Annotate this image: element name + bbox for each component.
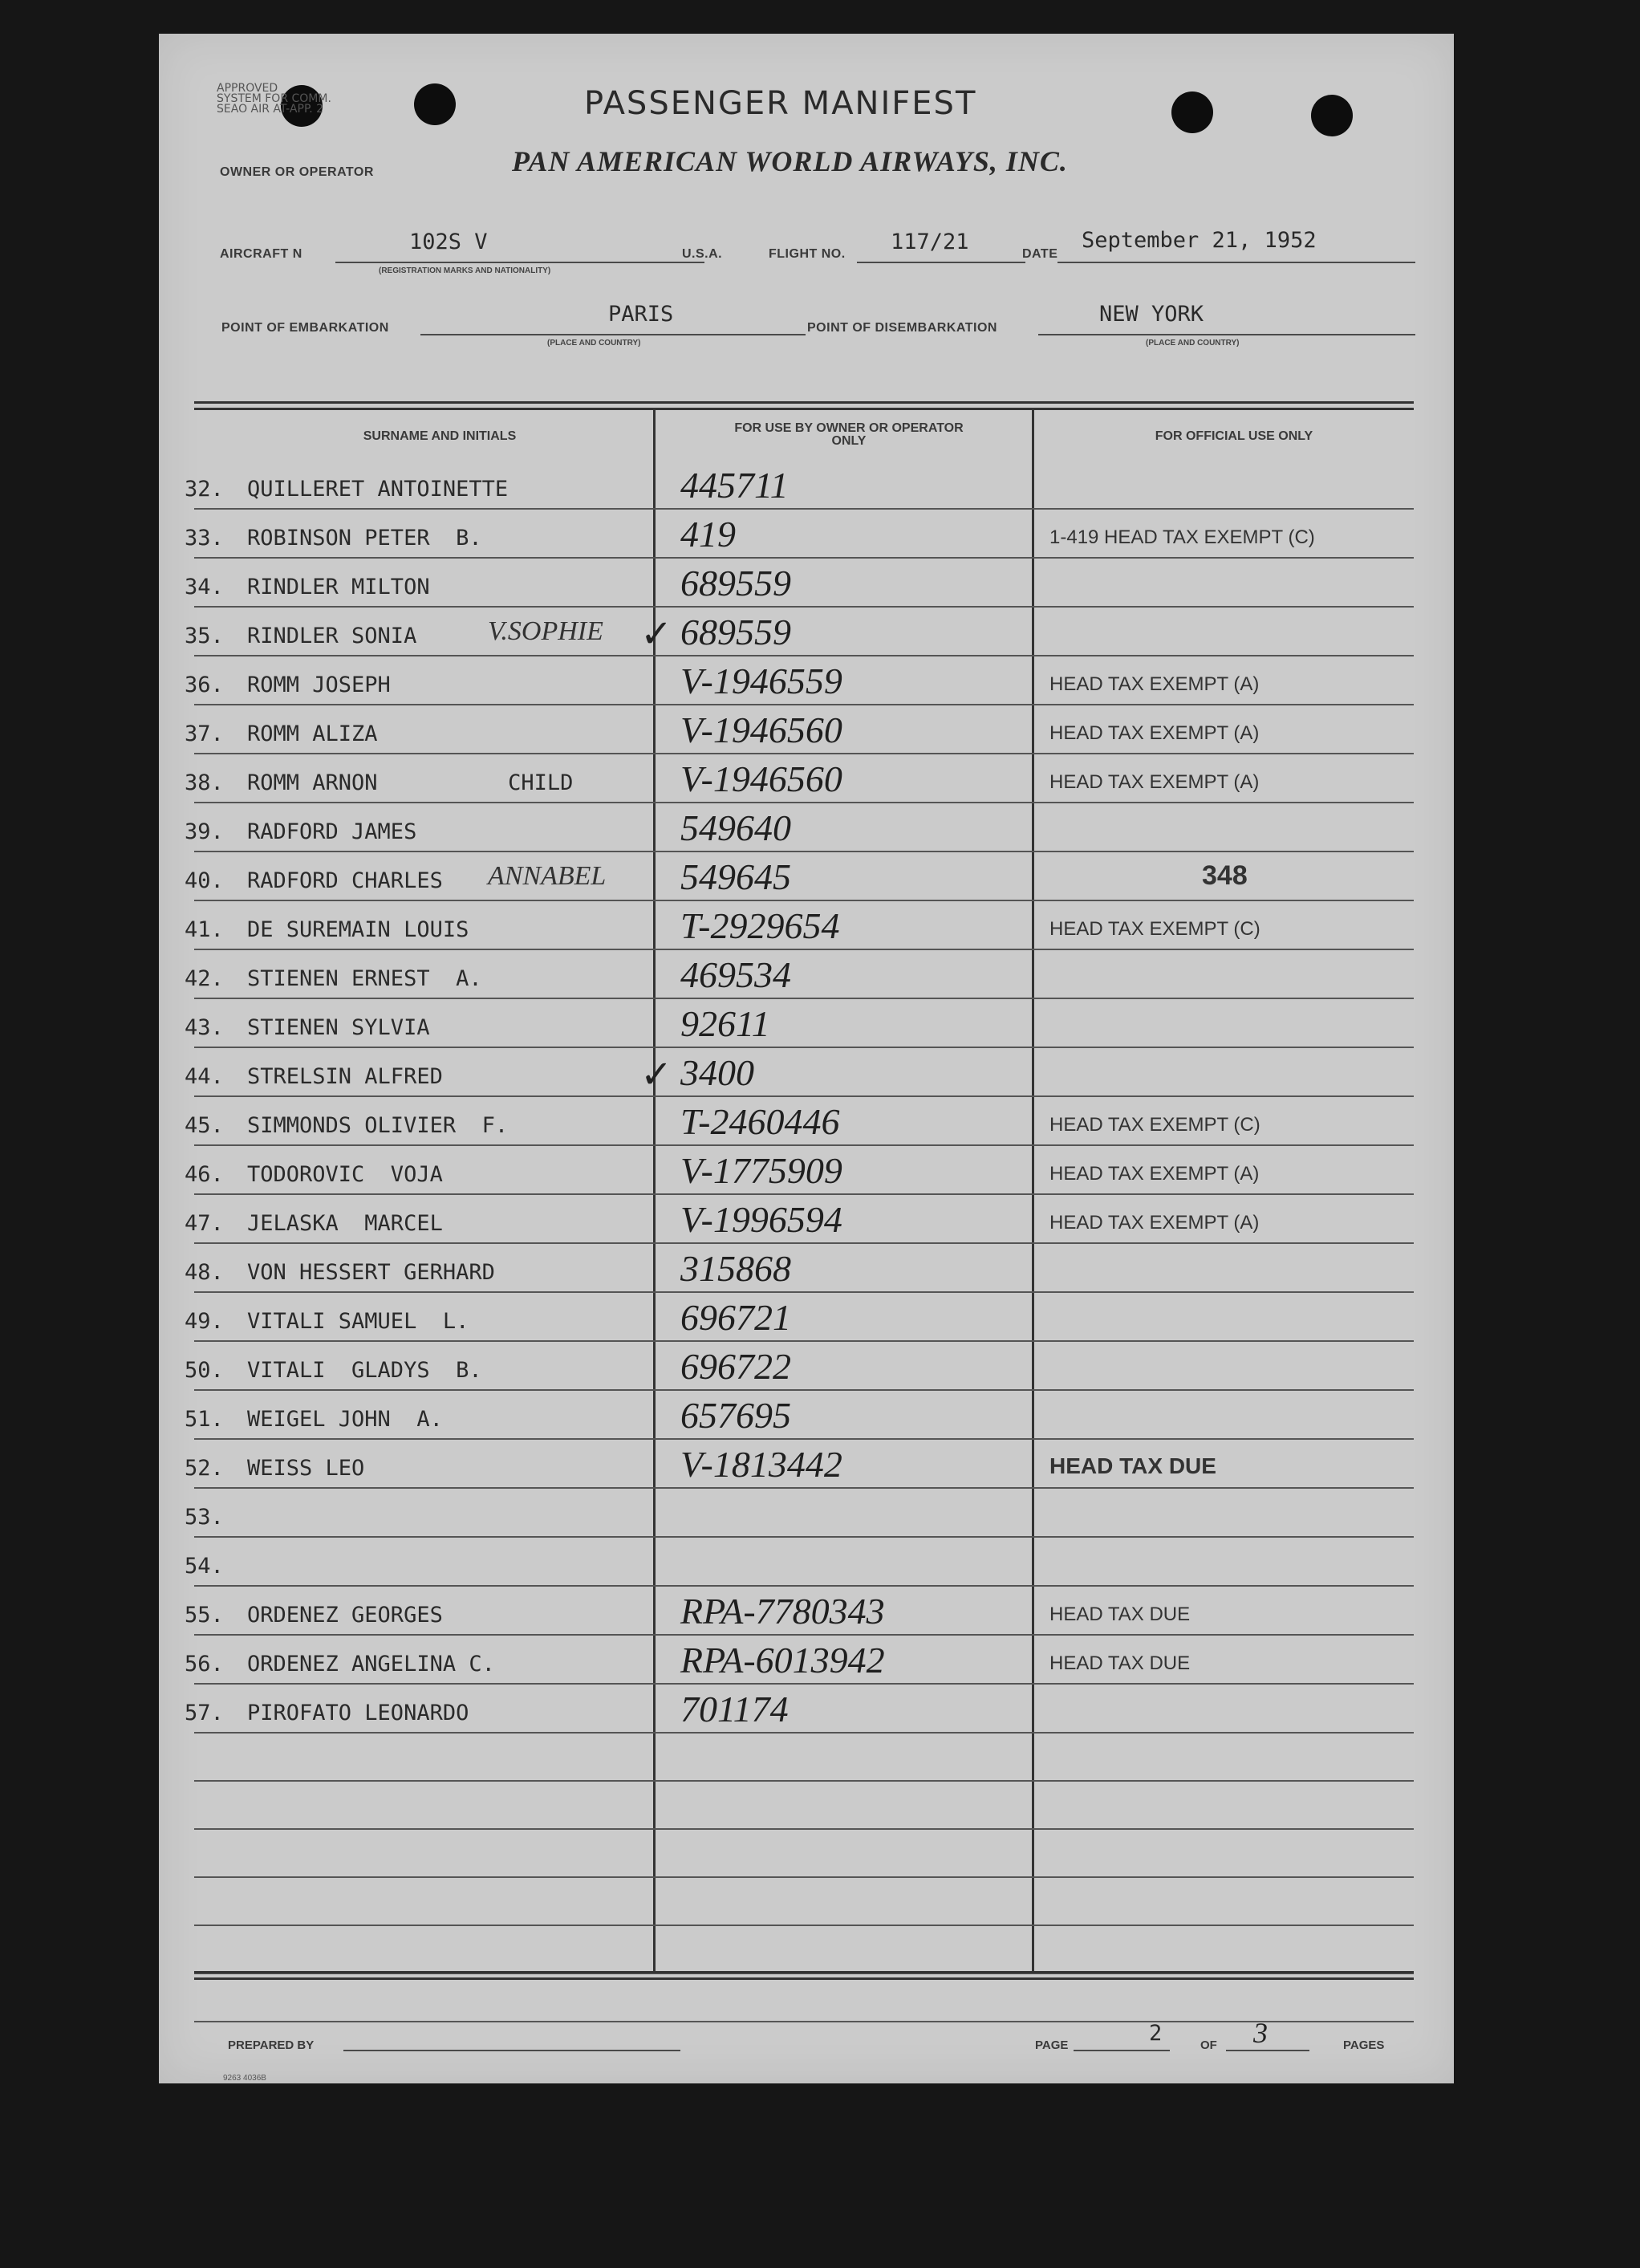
date-label: DATE [1022, 247, 1058, 261]
ticket-number: 445711 [680, 465, 789, 506]
flight-value: 117/21 [891, 230, 969, 254]
row-number: 44. [185, 1064, 224, 1089]
official-note: HEAD TAX DUE [1049, 1603, 1191, 1625]
row-number: 48. [185, 1260, 224, 1285]
manifest-page [159, 34, 1454, 2083]
usa-label: U.S.A. [682, 247, 723, 261]
embark-sublabel: (PLACE AND COUNTRY) [547, 339, 641, 348]
manifest-row [159, 1636, 1454, 1685]
manifest-row [159, 1097, 1454, 1146]
ticket-number: V-1946560 [680, 709, 842, 750]
ticket-number: 689559 [680, 563, 791, 604]
manifest-row [159, 559, 1454, 608]
check-mark-icon: ✓ [640, 1054, 673, 1096]
manifest-row [159, 803, 1454, 852]
row-number: 49. [185, 1309, 224, 1334]
passenger-name: ORDENEZ ANGELINA C. [247, 1652, 495, 1677]
manifest-row [159, 1195, 1454, 1244]
operator-name: PAN AMERICAN WORLD AIRWAYS, INC. [512, 145, 1068, 177]
row-number: 38. [185, 770, 224, 795]
ticket-number: V-1775909 [680, 1150, 842, 1191]
ticket-number: 696722 [680, 1346, 791, 1387]
manifest-row [159, 754, 1454, 803]
row-number: 54. [185, 1554, 224, 1579]
row-number: 36. [185, 673, 224, 697]
rule [194, 1971, 1414, 1973]
official-note: 1-419 HEAD TAX EXEMPT (C) [1049, 526, 1315, 548]
passenger-name: RADFORD CHARLES [247, 868, 443, 893]
punch-hole [1171, 91, 1213, 133]
row-rule [194, 1732, 1414, 1734]
disembark-value: NEW YORK [1099, 302, 1204, 327]
col-surname-heading: SURNAME AND INITIALS [363, 429, 517, 443]
row-number: 42. [185, 966, 224, 991]
ticket-number: 419 [680, 514, 736, 555]
official-note: HEAD TAX EXEMPT (C) [1049, 918, 1260, 940]
row-number: 57. [185, 1701, 224, 1725]
passenger-name: WEIGEL JOHN A. [247, 1407, 443, 1432]
manifest-row [159, 852, 1454, 901]
ticket-number: 549640 [680, 807, 791, 848]
row-number: 34. [185, 575, 224, 600]
page-label: PAGE [1035, 2038, 1069, 2052]
ticket-number: 549645 [680, 856, 791, 897]
aircraft-sublabel: (REGISTRATION MARKS AND NATIONALITY) [379, 266, 551, 275]
manifest-row [159, 1538, 1454, 1587]
rule [194, 1977, 1414, 1980]
ticket-number: V-1946560 [680, 758, 842, 799]
passenger-name: QUILLERET ANTOINETTE [247, 477, 509, 502]
page-value: 2 [1149, 2021, 1163, 2046]
passenger-name: JELASKA MARCEL [247, 1211, 443, 1236]
row-number: 50. [185, 1358, 224, 1383]
col-owner-heading: FOR USE BY OWNER OR OPERATOR ONLY [734, 421, 964, 448]
manifest-row [159, 705, 1454, 754]
embark-label: POINT OF EMBARKATION [221, 321, 389, 335]
manifest-row [159, 1440, 1454, 1489]
passenger-name: TODOROVIC VOJA [247, 1162, 443, 1187]
prepared-by-label: PREPARED BY [228, 2038, 315, 2052]
passenger-name: ROMM ARNON CHILD [247, 770, 574, 795]
approval-stamp [217, 83, 331, 115]
manifest-row [159, 950, 1454, 999]
row-number: 52. [185, 1456, 224, 1481]
aircraft-label: AIRCRAFT N [220, 247, 302, 261]
blank-row-rule [194, 2021, 1414, 2022]
official-note: HEAD TAX EXEMPT (A) [1049, 771, 1260, 793]
ticket-number: RPA-7780343 [680, 1591, 885, 1632]
rule [194, 408, 1414, 410]
ticket-number: V-1946559 [680, 660, 842, 701]
row-number: 45. [185, 1113, 224, 1138]
official-note: HEAD TAX DUE [1049, 1453, 1216, 1478]
row-number: 55. [185, 1603, 224, 1628]
ticket-number: 696721 [680, 1297, 791, 1338]
manifest-row [159, 1391, 1454, 1440]
embark-underline [420, 334, 806, 335]
of-label: OF [1200, 2038, 1217, 2052]
date-value: September 21, 1952 [1082, 228, 1317, 253]
ticket-number: V-1996594 [680, 1199, 842, 1240]
passenger-name: VON HESSERT GERHARD [247, 1260, 495, 1285]
page-title: PASSENGER MANIFEST [584, 85, 977, 122]
punch-hole [414, 83, 456, 125]
row-number: 56. [185, 1652, 224, 1677]
passenger-name: SIMMONDS OLIVIER F. [247, 1113, 509, 1138]
manifest-row [159, 1587, 1454, 1636]
passenger-name: PIROFATO LEONARDO [247, 1701, 469, 1725]
row-number: 53. [185, 1505, 224, 1530]
row-number: 39. [185, 819, 224, 844]
ticket-number: V-1813442 [680, 1444, 842, 1485]
ticket-number: 469534 [680, 954, 791, 995]
blank-row-rule [194, 1876, 1414, 1878]
official-note: HEAD TAX DUE [1049, 1652, 1191, 1674]
manifest-row [159, 510, 1454, 559]
embark-value: PARIS [608, 302, 674, 327]
aircraft-value: 102S V [409, 230, 488, 254]
manifest-row [159, 656, 1454, 705]
ticket-number: 315868 [680, 1248, 791, 1289]
handwritten-correction: V.SOPHIE [488, 616, 603, 646]
check-mark-icon: ✓ [640, 613, 673, 656]
passenger-name: STRELSIN ALFRED [247, 1064, 443, 1089]
punch-hole [1311, 95, 1353, 136]
page-underline [1074, 2050, 1170, 2051]
manifest-row [159, 1244, 1454, 1293]
manifest-row [159, 901, 1454, 950]
ticket-number: 657695 [680, 1395, 791, 1436]
prepared-underline [343, 2050, 680, 2051]
ticket-number: 3400 [680, 1052, 754, 1093]
disembark-underline [1038, 334, 1415, 335]
manifest-row [159, 608, 1454, 656]
passenger-name: RADFORD JAMES [247, 819, 417, 844]
passenger-name: RINDLER MILTON [247, 575, 430, 600]
row-number: 35. [185, 624, 224, 648]
passenger-name: ROMM JOSEPH [247, 673, 391, 697]
ticket-number: 701174 [680, 1689, 789, 1729]
date-underline [1057, 262, 1415, 263]
passenger-name: ROMM ALIZA [247, 721, 378, 746]
official-note: HEAD TAX EXEMPT (A) [1049, 673, 1260, 695]
approval-line: SEAO AIR AT-APP. 2 [217, 103, 324, 116]
official-note: HEAD TAX EXEMPT (C) [1049, 1114, 1260, 1136]
blank-row-rule [194, 1780, 1414, 1782]
flight-underline [857, 262, 1025, 263]
row-number: 40. [185, 868, 224, 893]
blank-row-rule [194, 1925, 1414, 1926]
passenger-name: ROBINSON PETER B. [247, 526, 482, 551]
passenger-name: DE SUREMAIN LOUIS [247, 917, 469, 942]
row-number: 33. [185, 526, 224, 551]
manifest-row [159, 999, 1454, 1048]
passenger-name: VITALI SAMUEL L. [247, 1309, 469, 1334]
official-note: HEAD TAX EXEMPT (A) [1049, 1212, 1260, 1234]
ticket-number: RPA-6013942 [680, 1640, 885, 1681]
passenger-name: VITALI GLADYS B. [247, 1358, 482, 1383]
official-note: HEAD TAX EXEMPT (A) [1049, 1163, 1260, 1185]
pages-underline [1226, 2050, 1309, 2051]
official-note: 348 [1202, 860, 1248, 891]
aircraft-underline [335, 262, 704, 263]
row-number: 43. [185, 1015, 224, 1040]
passenger-name: WEISS LEO [247, 1456, 365, 1481]
row-number: 41. [185, 917, 224, 942]
passenger-name: STIENEN SYLVIA [247, 1015, 430, 1040]
row-number: 46. [185, 1162, 224, 1187]
manifest-row [159, 1489, 1454, 1538]
passenger-name: RINDLER SONIA [247, 624, 417, 648]
manifest-row [159, 1685, 1454, 1734]
print-code: 9263 4036B [223, 2074, 266, 2083]
passenger-name: STIENEN ERNEST A. [247, 966, 482, 991]
disembark-label: POINT OF DISEMBARKATION [807, 321, 997, 335]
manifest-row [159, 1342, 1454, 1391]
rule [194, 401, 1414, 404]
official-note: HEAD TAX EXEMPT (A) [1049, 722, 1260, 744]
flight-label: FLIGHT NO. [769, 247, 846, 261]
approval-line: SYSTEM FOR COMM. [217, 92, 331, 105]
ticket-number: 92611 [680, 1003, 770, 1044]
row-number: 32. [185, 477, 224, 502]
approval-line: APPROVED [217, 82, 278, 95]
row-number: 51. [185, 1407, 224, 1432]
ticket-number: T-2929654 [680, 905, 840, 946]
handwritten-correction: ANNABEL [488, 861, 607, 891]
manifest-row [159, 1146, 1454, 1195]
manifest-row [159, 1048, 1454, 1097]
passenger-name: ORDENEZ GEORGES [247, 1603, 443, 1628]
manifest-row [159, 1293, 1454, 1342]
pages-label: PAGES [1343, 2038, 1385, 2052]
owner-label: OWNER OR OPERATOR [220, 165, 374, 179]
row-number: 47. [185, 1211, 224, 1236]
blank-row-rule [194, 1828, 1414, 1830]
pages-value: 3 [1253, 2017, 1268, 2049]
row-number: 37. [185, 721, 224, 746]
ticket-number: 689559 [680, 612, 791, 652]
manifest-row [159, 461, 1454, 510]
disembark-sublabel: (PLACE AND COUNTRY) [1146, 339, 1240, 348]
col-official-heading: FOR OFFICIAL USE ONLY [1155, 429, 1313, 443]
ticket-number: T-2460446 [680, 1101, 840, 1142]
